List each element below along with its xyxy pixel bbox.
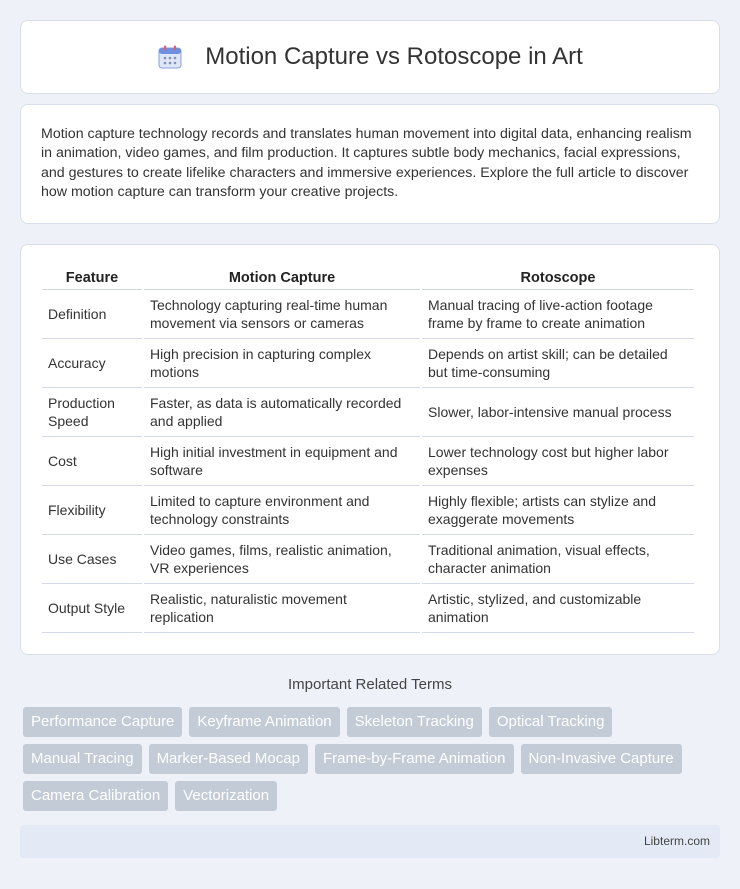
footer xyxy=(20,825,720,858)
tag-marker-based-mocap[interactable]: Marker-Based Mocap xyxy=(149,744,308,774)
tag-optical-tracking[interactable]: Optical Tracking xyxy=(489,707,613,737)
related-terms-title: Important Related Terms xyxy=(288,676,452,693)
intro-text: Motion capture technology records and translates human movement into digital data, enhancing realism in animation, video games, and film production. It captures subtle body mechanics, facial expressions, and gestures to create lifelike characters and immersive experiences. Explore the full article to discover how motion capture can transform your creative projects. xyxy=(41,126,692,201)
header-rotoscope: Rotoscope xyxy=(422,266,694,290)
table-row xyxy=(42,535,694,584)
row-motion-capture: Faster, as data is automatically recorded and applied xyxy=(144,388,420,437)
row-motion-capture: Technology capturing real-time human movement via sensors or cameras xyxy=(144,290,420,339)
row-motion-capture: Video games, films, realistic animation, VR experiences xyxy=(144,535,420,584)
row-feature: Flexibility xyxy=(42,486,142,535)
related-terms-tags xyxy=(23,707,723,818)
table-header-row xyxy=(42,266,694,290)
comparison-table-card xyxy=(20,244,720,655)
row-rotoscope: Traditional animation, visual effects, character animation xyxy=(422,535,694,584)
tag-skeleton-tracking[interactable]: Skeleton Tracking xyxy=(347,707,482,737)
row-rotoscope: Lower technology cost but higher labor expenses xyxy=(422,437,694,486)
table-row xyxy=(42,584,694,633)
tag-non-invasive-capture[interactable]: Non-Invasive Capture xyxy=(521,744,682,774)
row-feature: Accuracy xyxy=(42,339,142,388)
comparison-table xyxy=(40,266,696,633)
intro-card xyxy=(20,104,720,224)
row-rotoscope: Artistic, stylized, and customizable animation xyxy=(422,584,694,633)
row-feature: Use Cases xyxy=(42,535,142,584)
tag-vectorization[interactable]: Vectorization xyxy=(175,781,277,811)
tag-keyframe-animation[interactable]: Keyframe Animation xyxy=(189,707,339,737)
row-rotoscope: Slower, labor-intensive manual process xyxy=(422,388,694,437)
row-feature: Definition xyxy=(42,290,142,339)
row-motion-capture: High precision in capturing complex motions xyxy=(144,339,420,388)
row-motion-capture: Limited to capture environment and technology constraints xyxy=(144,486,420,535)
table-row xyxy=(42,388,694,437)
header-motion-capture: Motion Capture xyxy=(144,266,420,290)
table-row xyxy=(42,290,694,339)
tag-manual-tracing[interactable]: Manual Tracing xyxy=(23,744,142,774)
table-row xyxy=(42,486,694,535)
calendar-icon xyxy=(157,44,183,70)
row-feature: Cost xyxy=(42,437,142,486)
row-motion-capture: High initial investment in equipment and software xyxy=(144,437,420,486)
footer-site-link[interactable]: Libterm.com xyxy=(643,834,710,848)
row-rotoscope: Highly flexible; artists can stylize and exaggerate movements xyxy=(422,486,694,535)
table-row xyxy=(42,339,694,388)
row-rotoscope: Manual tracing of live-action footage frame by frame to create animation xyxy=(422,290,694,339)
title-wrap xyxy=(157,43,583,71)
page-title: Motion Capture vs Rotoscope in Art xyxy=(205,43,583,70)
header-card xyxy=(20,20,720,94)
row-feature: Output Style xyxy=(42,584,142,633)
table-row xyxy=(42,437,694,486)
row-feature: Production Speed xyxy=(42,388,142,437)
header-feature: Feature xyxy=(42,266,142,290)
tag-frame-by-frame-animation[interactable]: Frame-by-Frame Animation xyxy=(315,744,514,774)
tag-camera-calibration[interactable]: Camera Calibration xyxy=(23,781,168,811)
row-rotoscope: Depends on artist skill; can be detailed but time-consuming xyxy=(422,339,694,388)
row-motion-capture: Realistic, naturalistic movement replication xyxy=(144,584,420,633)
tag-performance-capture[interactable]: Performance Capture xyxy=(23,707,182,737)
